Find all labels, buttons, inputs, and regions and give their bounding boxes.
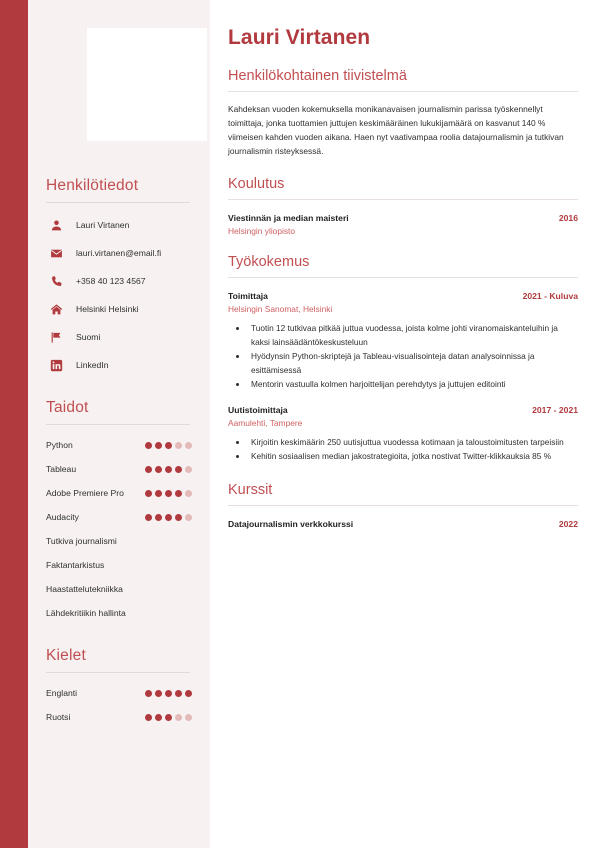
sidebar: [28, 0, 210, 848]
sidebar-section-skills: [40, 399, 196, 625]
profile-photo-placeholder: [87, 28, 207, 141]
rating-dot: [145, 514, 152, 521]
contact-text-phone: +358 40 123 4567: [76, 276, 146, 286]
contact-row-nationality[interactable]: [40, 325, 196, 349]
rating-dot: [145, 714, 152, 721]
rating-dot: [175, 442, 182, 449]
section-summary: [228, 68, 578, 158]
contact-row-phone[interactable]: [40, 269, 196, 293]
summary-text: Kahdeksan vuoden kokemuksella monikanavaisen journalismin parissa työskennellyt toimittaja, jonka tuottamien juttujen keskimääräinen lukukijamäärä on kasvanut 140 % viimeisen kahden vuoden aikana. Haen nyt vaativampaa roolia datajournalismin ja tutkivan journalismin risteyksessä.: [228, 104, 564, 156]
home-icon: [46, 303, 66, 316]
language-row[interactable]: [40, 681, 196, 705]
rating-dot: [165, 714, 172, 721]
skill-label: Haastattelutekniikka: [46, 584, 123, 594]
rating-dot: [155, 442, 162, 449]
rating-dot: [185, 514, 192, 521]
rating-dot: [185, 714, 192, 721]
language-rating: [145, 690, 192, 697]
rating-dot: [145, 442, 152, 449]
entry-title: Viestinnän ja median maisteri: [228, 213, 349, 224]
courses-entries: [228, 519, 578, 529]
skill-label: Adobe Premiere Pro: [46, 488, 124, 498]
page-title: Lauri Virtanen: [228, 26, 371, 49]
heading-summary: Henkilökohtainen tiivistelmä: [228, 68, 407, 84]
rating-dot: [175, 466, 182, 473]
contact-text-linkedin: LinkedIn: [76, 360, 109, 370]
language-label: Englanti: [46, 688, 78, 698]
envelope-icon: [46, 247, 66, 260]
rating-dot: [145, 690, 152, 697]
heading-experience: Työkokemus: [228, 254, 310, 271]
skill-label: Lähdekritiikin hallinta: [46, 608, 126, 618]
contact-text-location: Helsinki Helsinki: [76, 304, 139, 314]
left-accent-stripe: [0, 0, 28, 848]
entry-organization: Aamulehti, Tampere: [228, 417, 303, 428]
entry-title: Toimittaja: [228, 291, 268, 302]
skill-rating: [145, 490, 192, 497]
rating-dot: [155, 490, 162, 497]
contact-row-location[interactable]: [40, 297, 196, 321]
contact-row-name[interactable]: [40, 213, 196, 237]
sidebar-section-languages: [40, 647, 196, 729]
rating-dot: [175, 714, 182, 721]
divider: [228, 505, 578, 506]
contact-list: [40, 213, 196, 377]
skill-row[interactable]: [40, 481, 196, 505]
skill-rating: [145, 466, 192, 473]
entry-header: [228, 519, 578, 529]
skill-label: Python: [46, 440, 73, 450]
flag-icon: [46, 331, 66, 344]
main-content: [210, 0, 600, 848]
rating-dot: [145, 466, 152, 473]
divider: [46, 424, 190, 425]
section-experience: [228, 254, 578, 463]
bullet-item: • Hyödynsin Python-skriptejä ja Tableau-visualisointeja datan analysoinnissa ja esittämisessä: [248, 350, 578, 377]
rating-dot: [165, 514, 172, 521]
rating-dot: [155, 466, 162, 473]
heading-courses: Kurssit: [228, 481, 273, 498]
entry: [228, 519, 578, 529]
entry-header: [228, 405, 578, 415]
sidebar-heading-languages: Kielet: [46, 647, 86, 664]
languages-list: [40, 681, 196, 729]
skill-row[interactable]: [40, 529, 196, 553]
entry-bullets: [248, 322, 578, 391]
divider: [228, 91, 578, 92]
rating-dot: [145, 490, 152, 497]
entry-organization: Helsingin Sanomat, Helsinki: [228, 304, 333, 315]
skill-row[interactable]: [40, 457, 196, 481]
skill-rating: [145, 514, 192, 521]
section-courses: [228, 482, 578, 529]
rating-dot: [155, 714, 162, 721]
entry-date: 2016: [558, 213, 578, 224]
bullet-item: • Mentorin vastuulla kolmen harjoittelijan perehdytys ja juttujen editointi: [248, 378, 578, 391]
divider: [228, 199, 578, 200]
entry-title: Datajournalismin verkkokurssi: [228, 518, 354, 529]
heading-education: Koulutus: [228, 176, 285, 193]
bullet-item: • Kehitin sosiaalisen median jakostrategioita, jotka nostivat Twitter-klikkauksia 85 %: [248, 450, 578, 463]
rating-dot: [185, 442, 192, 449]
rating-dot: [165, 442, 172, 449]
skill-row[interactable]: [40, 505, 196, 529]
contact-text-nationality: Suomi: [76, 332, 101, 342]
language-label: Ruotsi: [46, 712, 71, 722]
entry: [228, 213, 578, 236]
section-education: [228, 176, 578, 236]
skill-label: Audacity: [46, 512, 79, 522]
skill-row[interactable]: [40, 601, 196, 625]
contact-text-email: lauri.virtanen@email.fi: [76, 248, 162, 258]
entry-bullets: [248, 436, 578, 464]
rating-dot: [155, 690, 162, 697]
rating-dot: [175, 514, 182, 521]
education-entries: [228, 213, 578, 236]
contact-text-name: Lauri Virtanen: [76, 220, 130, 230]
rating-dot: [175, 490, 182, 497]
rating-dot: [185, 466, 192, 473]
skills-list: [40, 433, 196, 625]
skill-label: Faktantarkistus: [46, 560, 105, 570]
linkedin-icon: [46, 359, 66, 372]
divider: [46, 672, 190, 673]
entry: [228, 405, 578, 464]
rating-dot: [165, 466, 172, 473]
skill-rating: [145, 442, 192, 449]
divider: [46, 202, 190, 203]
skill-row[interactable]: [40, 433, 196, 457]
entry-date: 2022: [558, 518, 578, 529]
rating-dot: [165, 690, 172, 697]
rating-dot: [185, 490, 192, 497]
sidebar-heading-personal: Henkilötiedot: [46, 177, 139, 194]
skill-row[interactable]: [40, 553, 196, 577]
language-rating: [145, 714, 192, 721]
entry-header: [228, 291, 578, 301]
entry-organization: Helsingin yliopisto: [228, 226, 296, 237]
bullet-item: • Tuotin 12 tutkivaa pitkää juttua vuodessa, joista kolme johti viranomaiskanteluihin ja kaksi lainsäädäntökeskusteluun: [248, 322, 578, 349]
divider: [228, 277, 578, 278]
skill-label: Tutkiva journalismi: [46, 536, 117, 546]
rating-dot: [185, 690, 192, 697]
bullet-item: • Kirjoitin keskimäärin 250 uutisjuttua vuodessa kotimaan ja taloustoimitusten tarpeisiin: [248, 436, 578, 449]
entry-title: Uutistoimittaja: [228, 404, 288, 415]
sidebar-heading-skills: Taidot: [46, 399, 89, 416]
person-icon: [46, 219, 66, 232]
sidebar-section-personal: [40, 177, 196, 377]
entry-header: [228, 213, 578, 223]
entry-date: 2017 - 2021: [532, 404, 578, 415]
skill-label: Tableau: [46, 464, 77, 474]
entry-date: 2021 - Kuluva: [522, 291, 578, 302]
rating-dot: [165, 490, 172, 497]
contact-row-linkedin[interactable]: [40, 353, 196, 377]
rating-dot: [175, 690, 182, 697]
language-row[interactable]: [40, 705, 196, 729]
contact-row-email[interactable]: [40, 241, 196, 265]
skill-row[interactable]: [40, 577, 196, 601]
rating-dot: [155, 514, 162, 521]
phone-icon: [46, 275, 66, 288]
experience-entries: [228, 291, 578, 463]
entry: [228, 291, 578, 391]
